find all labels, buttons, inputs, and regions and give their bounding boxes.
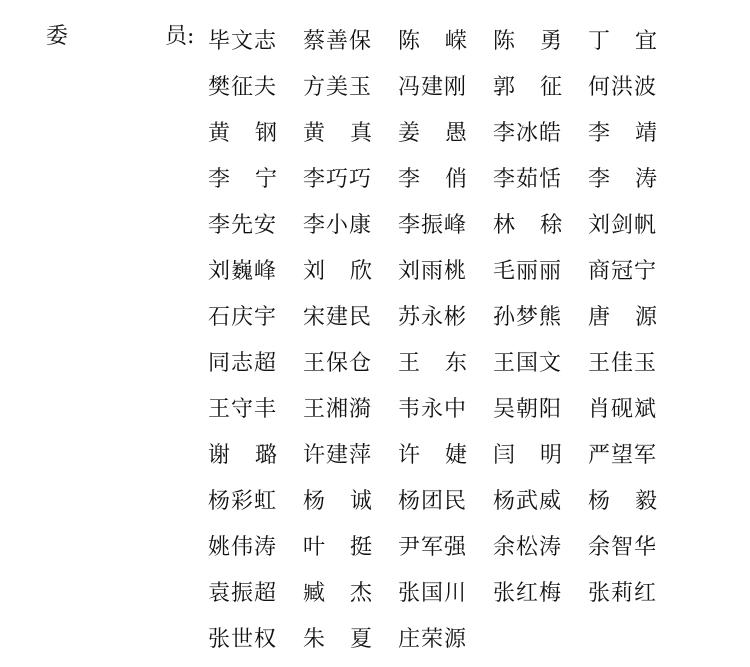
member-name: 李冰皓 [493, 121, 563, 146]
member-cell [208, 70, 303, 106]
member-name: 李 俏 [398, 167, 468, 192]
member-name: 许建萍 [303, 443, 373, 468]
member-name: 刘 欣 [303, 259, 373, 284]
member-name: 王保仓 [303, 351, 373, 376]
member-cell [208, 346, 303, 382]
member-name: 王佳玉 [588, 351, 658, 376]
member-name: 杨彩虹 [208, 489, 278, 514]
member-cell [303, 208, 398, 244]
member-cell [303, 24, 398, 60]
member-name: 王 东 [398, 351, 468, 376]
member-name: 陈 勇 [493, 29, 563, 54]
member-cell [398, 622, 493, 658]
member-name: 刘雨桃 [398, 259, 468, 284]
member-cell [303, 622, 398, 658]
member-cell [208, 392, 303, 428]
member-cell [208, 24, 303, 60]
member-cell [208, 116, 303, 152]
member-name: 王湘漪 [303, 397, 373, 422]
member-cell [303, 346, 398, 382]
member-cell [208, 622, 303, 658]
member-row [208, 111, 683, 157]
member-name: 宋建民 [303, 305, 373, 330]
member-row [208, 387, 683, 433]
member-name: 苏永彬 [398, 305, 468, 330]
member-cell [398, 162, 493, 198]
member-cell [208, 438, 303, 474]
member-cell [303, 254, 398, 290]
member-cell [493, 300, 588, 336]
member-cell [208, 576, 303, 612]
member-name: 樊征夫 [208, 75, 278, 100]
member-cell [398, 392, 493, 428]
member-cell [588, 438, 683, 474]
member-cell [493, 484, 588, 520]
member-cell [208, 530, 303, 566]
member-name: 张莉红 [588, 581, 658, 606]
member-name: 张世权 [208, 627, 278, 652]
member-cell [208, 300, 303, 336]
member-name: 张红梅 [493, 581, 563, 606]
member-cell [303, 484, 398, 520]
member-name: 何洪波 [588, 75, 658, 100]
member-name: 杨 毅 [588, 489, 658, 514]
member-row [208, 571, 683, 617]
member-name: 李巧巧 [303, 167, 373, 192]
member-name: 尹军强 [398, 535, 468, 560]
member-name: 谢 璐 [208, 443, 278, 468]
member-name: 王国文 [493, 351, 563, 376]
member-name: 陈 嵘 [398, 29, 468, 54]
member-cell [398, 530, 493, 566]
member-cell [398, 438, 493, 474]
member-name: 同志超 [208, 351, 278, 376]
member-name: 许 婕 [398, 443, 468, 468]
member-cell [493, 438, 588, 474]
member-name: 吴朝阳 [493, 397, 563, 422]
member-name: 林 稌 [493, 213, 563, 238]
member-name: 余智华 [588, 535, 658, 560]
member-name: 冯建刚 [398, 75, 468, 100]
member-row [208, 433, 683, 479]
member-name: 方美玉 [303, 75, 373, 100]
member-cell [398, 576, 493, 612]
member-name: 袁振超 [208, 581, 278, 606]
member-cell [493, 392, 588, 428]
member-cell [303, 392, 398, 428]
member-cell [588, 116, 683, 152]
member-name: 姜 愚 [398, 121, 468, 146]
member-row [208, 479, 683, 525]
member-name: 韦永中 [398, 397, 468, 422]
role-label-last: 员: [165, 24, 195, 49]
member-name: 唐 源 [588, 305, 658, 330]
member-cell [208, 162, 303, 198]
member-cell [493, 116, 588, 152]
member-name: 杨武威 [493, 489, 563, 514]
member-name: 郭 征 [493, 75, 563, 100]
member-row [208, 65, 683, 111]
member-cell [493, 162, 588, 198]
member-row [208, 249, 683, 295]
member-cell [588, 484, 683, 520]
member-name: 黄 真 [303, 121, 373, 146]
member-name: 朱 夏 [303, 627, 373, 652]
member-name: 肖砚斌 [588, 397, 658, 422]
member-cell [398, 70, 493, 106]
member-cell [303, 530, 398, 566]
member-name: 刘巍峰 [208, 259, 278, 284]
member-cell [588, 576, 683, 612]
member-cell [303, 438, 398, 474]
member-cell [493, 576, 588, 612]
member-name: 毕文志 [208, 29, 278, 54]
member-name: 杨团民 [398, 489, 468, 514]
member-cell [398, 346, 493, 382]
member-row [208, 617, 683, 663]
member-name: 李小康 [303, 213, 373, 238]
member-cell [208, 484, 303, 520]
member-cell [493, 346, 588, 382]
member-cell [588, 162, 683, 198]
member-cell [493, 208, 588, 244]
member-name: 孙梦熊 [493, 305, 563, 330]
member-row [208, 295, 683, 341]
member-name: 丁 宜 [588, 29, 658, 54]
member-row [208, 525, 683, 571]
member-name: 蔡善保 [303, 29, 373, 54]
member-names-grid [208, 19, 683, 663]
member-name: 姚伟涛 [208, 535, 278, 560]
member-name: 余松涛 [493, 535, 563, 560]
member-cell [398, 116, 493, 152]
member-cell [398, 484, 493, 520]
member-cell [398, 208, 493, 244]
member-name: 毛丽丽 [493, 259, 563, 284]
member-name: 闫 明 [493, 443, 563, 468]
member-cell [208, 254, 303, 290]
member-name: 李振峰 [398, 213, 468, 238]
member-cell [588, 346, 683, 382]
member-cell [398, 254, 493, 290]
member-row [208, 157, 683, 203]
member-name: 李 宁 [208, 167, 278, 192]
member-row [208, 19, 683, 65]
member-cell [588, 254, 683, 290]
member-name: 王守丰 [208, 397, 278, 422]
member-name: 李茹恬 [493, 167, 563, 192]
member-name: 杨 诚 [303, 489, 373, 514]
member-name: 黄 钢 [208, 121, 278, 146]
member-name: 李 靖 [588, 121, 658, 146]
member-cell [588, 208, 683, 244]
member-name: 严望军 [588, 443, 658, 468]
member-name: 叶 挺 [303, 535, 373, 560]
member-name: 张国川 [398, 581, 468, 606]
member-row [208, 203, 683, 249]
member-cell [493, 24, 588, 60]
member-cell [588, 392, 683, 428]
member-cell [493, 254, 588, 290]
member-name: 李先安 [208, 213, 278, 238]
member-cell [303, 576, 398, 612]
member-name: 李 涛 [588, 167, 658, 192]
member-name: 刘剑帆 [588, 213, 658, 238]
member-cell [493, 70, 588, 106]
member-name: 庄荣源 [398, 627, 468, 652]
role-label-first: 委 [46, 24, 69, 49]
member-cell [588, 300, 683, 336]
member-cell [588, 530, 683, 566]
member-cell [303, 162, 398, 198]
member-cell [398, 300, 493, 336]
member-cell [303, 70, 398, 106]
member-cell [588, 24, 683, 60]
member-name: 商冠宁 [588, 259, 658, 284]
member-row [208, 341, 683, 387]
member-cell [493, 530, 588, 566]
member-cell [303, 116, 398, 152]
member-name: 臧 杰 [303, 581, 373, 606]
member-cell [588, 70, 683, 106]
member-cell [398, 24, 493, 60]
member-name: 石庆宇 [208, 305, 278, 330]
member-cell [303, 300, 398, 336]
member-cell [208, 208, 303, 244]
